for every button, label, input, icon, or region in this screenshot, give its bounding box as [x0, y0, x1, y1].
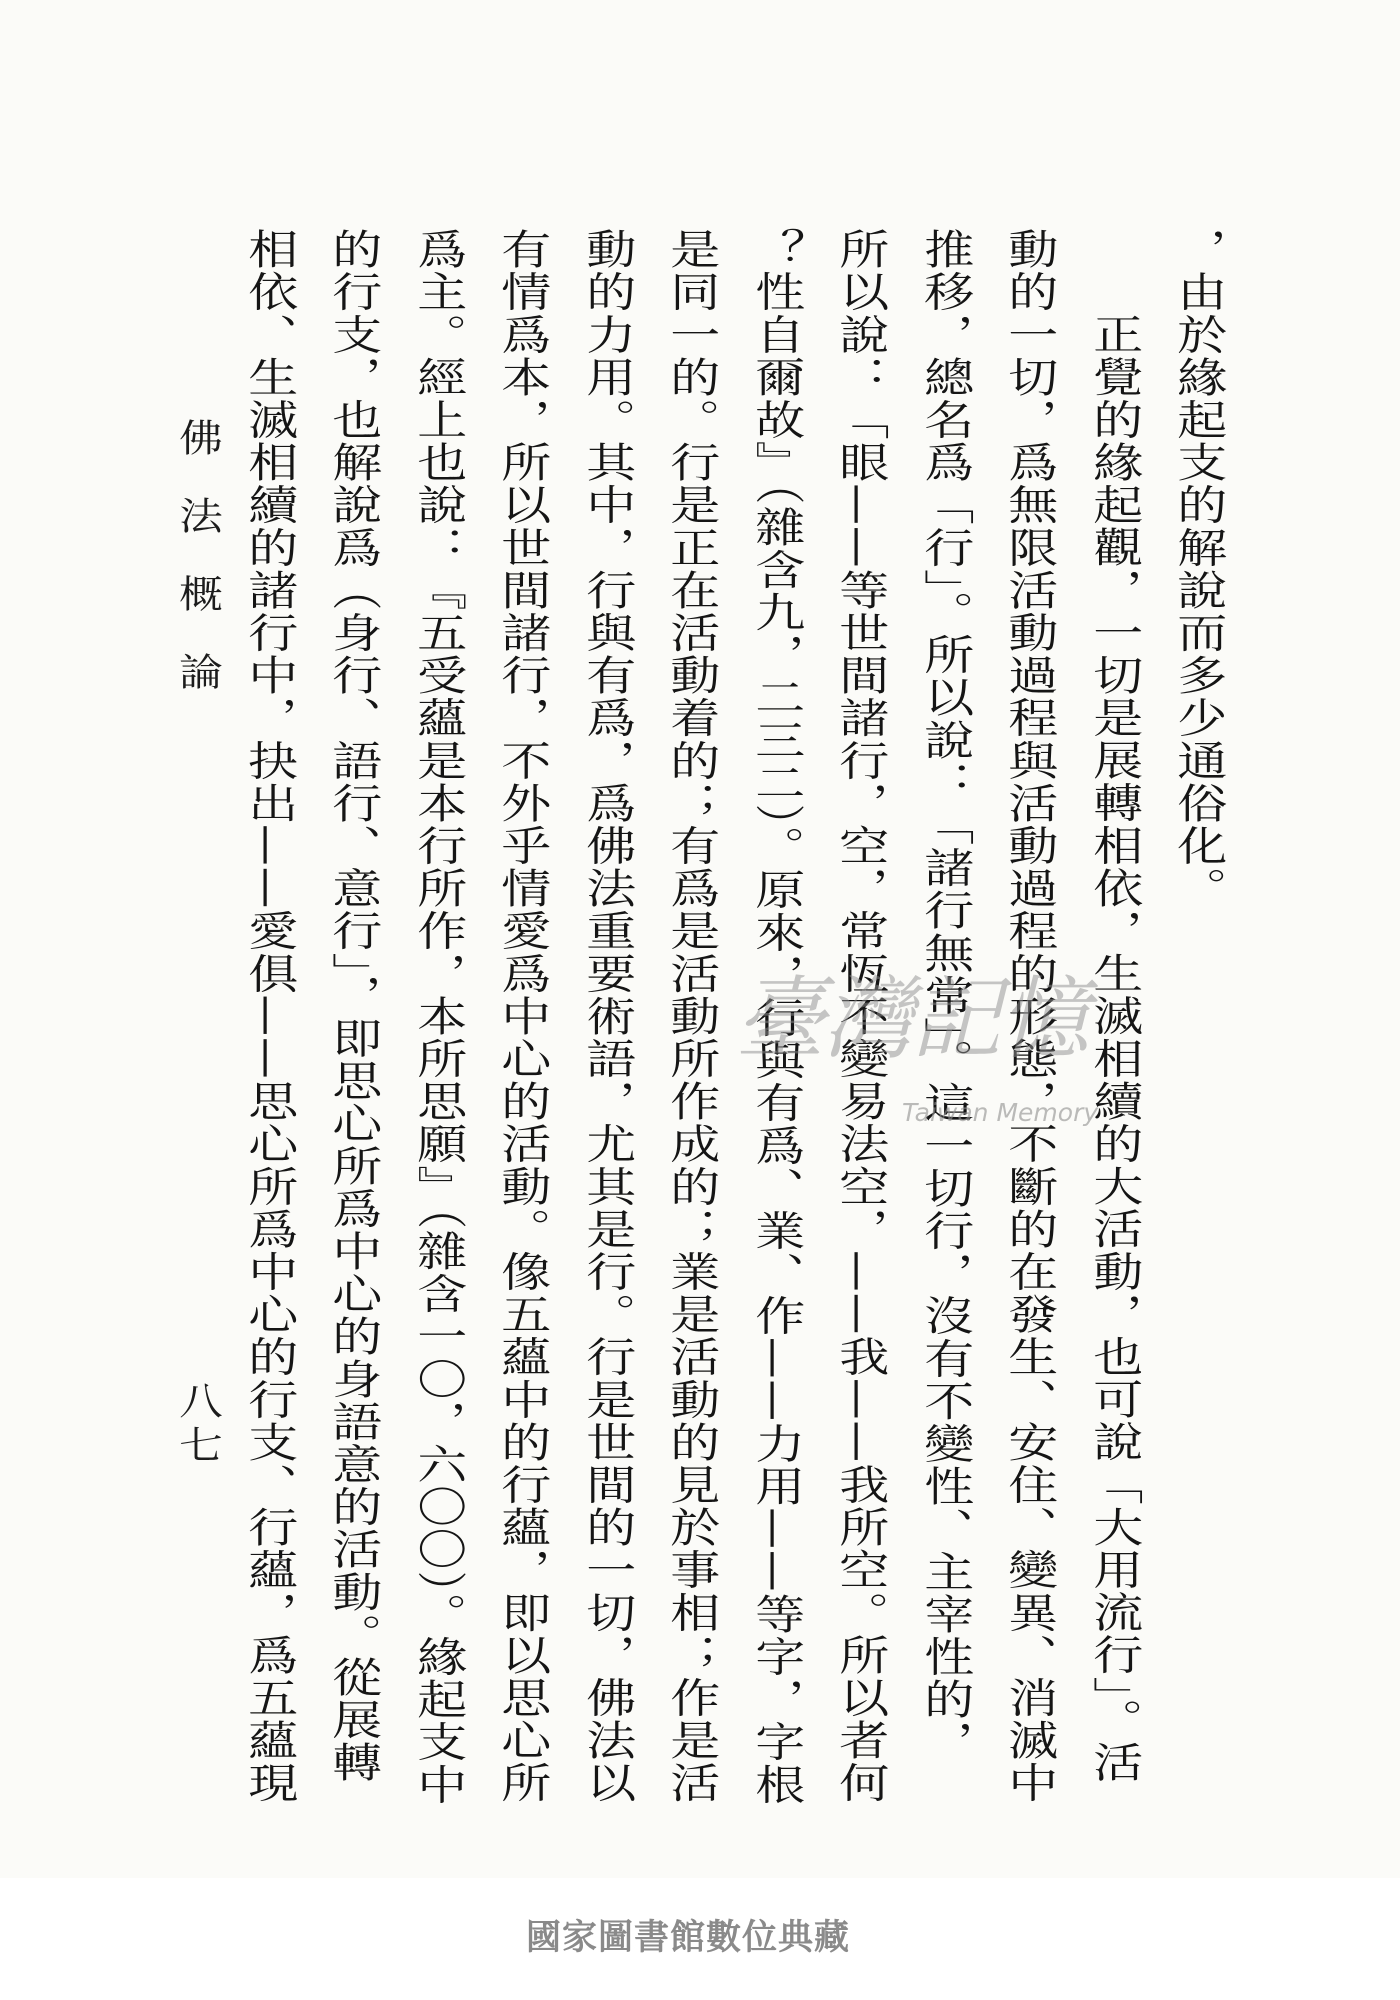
text-column-11: 的行支，也解說爲（身行、語行、意行」，即思心所爲中心的身語意的活動。從展轉: [323, 228, 383, 1784]
text-column-1: ，由於緣起支的解說而多少通俗化。: [1168, 228, 1228, 910]
collection-credit: 國家圖書館數位典藏: [526, 1918, 851, 1958]
text-column-4: 推移，總名爲「行」。所以說：「諸行無常」。這一切行，沒有不變性、主宰性的，: [915, 228, 975, 1764]
text-column-2: 正覺的緣起觀，一切是展轉相依，生滅相續的大活動，也可說「大用流行」。活: [1084, 313, 1144, 1784]
page-number: 八七: [171, 1381, 223, 1469]
text-column-10: 爲主。經上也說：『五受蘊是本行所作，本所思願』（雜含一〇，六〇〇）。緣起支中: [408, 228, 468, 1806]
text-column-5: 所以說：「眼——等世間諸行，空，常恆不變易法空，——我——我所空。所以者何: [830, 228, 890, 1805]
running-title: 佛法概論: [171, 418, 223, 730]
text-column-12: 相依、生滅相續的諸行中，抉出——愛俱——思心所爲中心的行支、行蘊，爲五蘊現: [239, 228, 299, 1805]
text-column-6: ？性自爾故』（雜含九，二三二）。原來，行與有爲、業、作——力用——等字，字根: [746, 228, 806, 1806]
text-column-7: 是同一的。行是正在活動着的；有爲是活動所作成的；業是活動的見於事相；作是活: [661, 228, 721, 1805]
watermark-subtext: Taiwan Memory: [902, 1098, 1099, 1127]
watermark-logo: 臺灣記憶: [735, 967, 1087, 1072]
text-column-3: 動的一切，爲無限活動過程與活動過程的形態，不斷的在發生、安住、變異、消滅中: [999, 228, 1059, 1805]
text-column-9: 有情爲本，所以世間諸行，不外乎情愛爲中心的活動。像五蘊中的行蘊，即以思心所: [492, 228, 552, 1805]
text-column-8: 動的力用。其中，行與有爲，爲佛法重要術語，尤其是行。行是世間的一切，佛法以: [577, 228, 637, 1805]
